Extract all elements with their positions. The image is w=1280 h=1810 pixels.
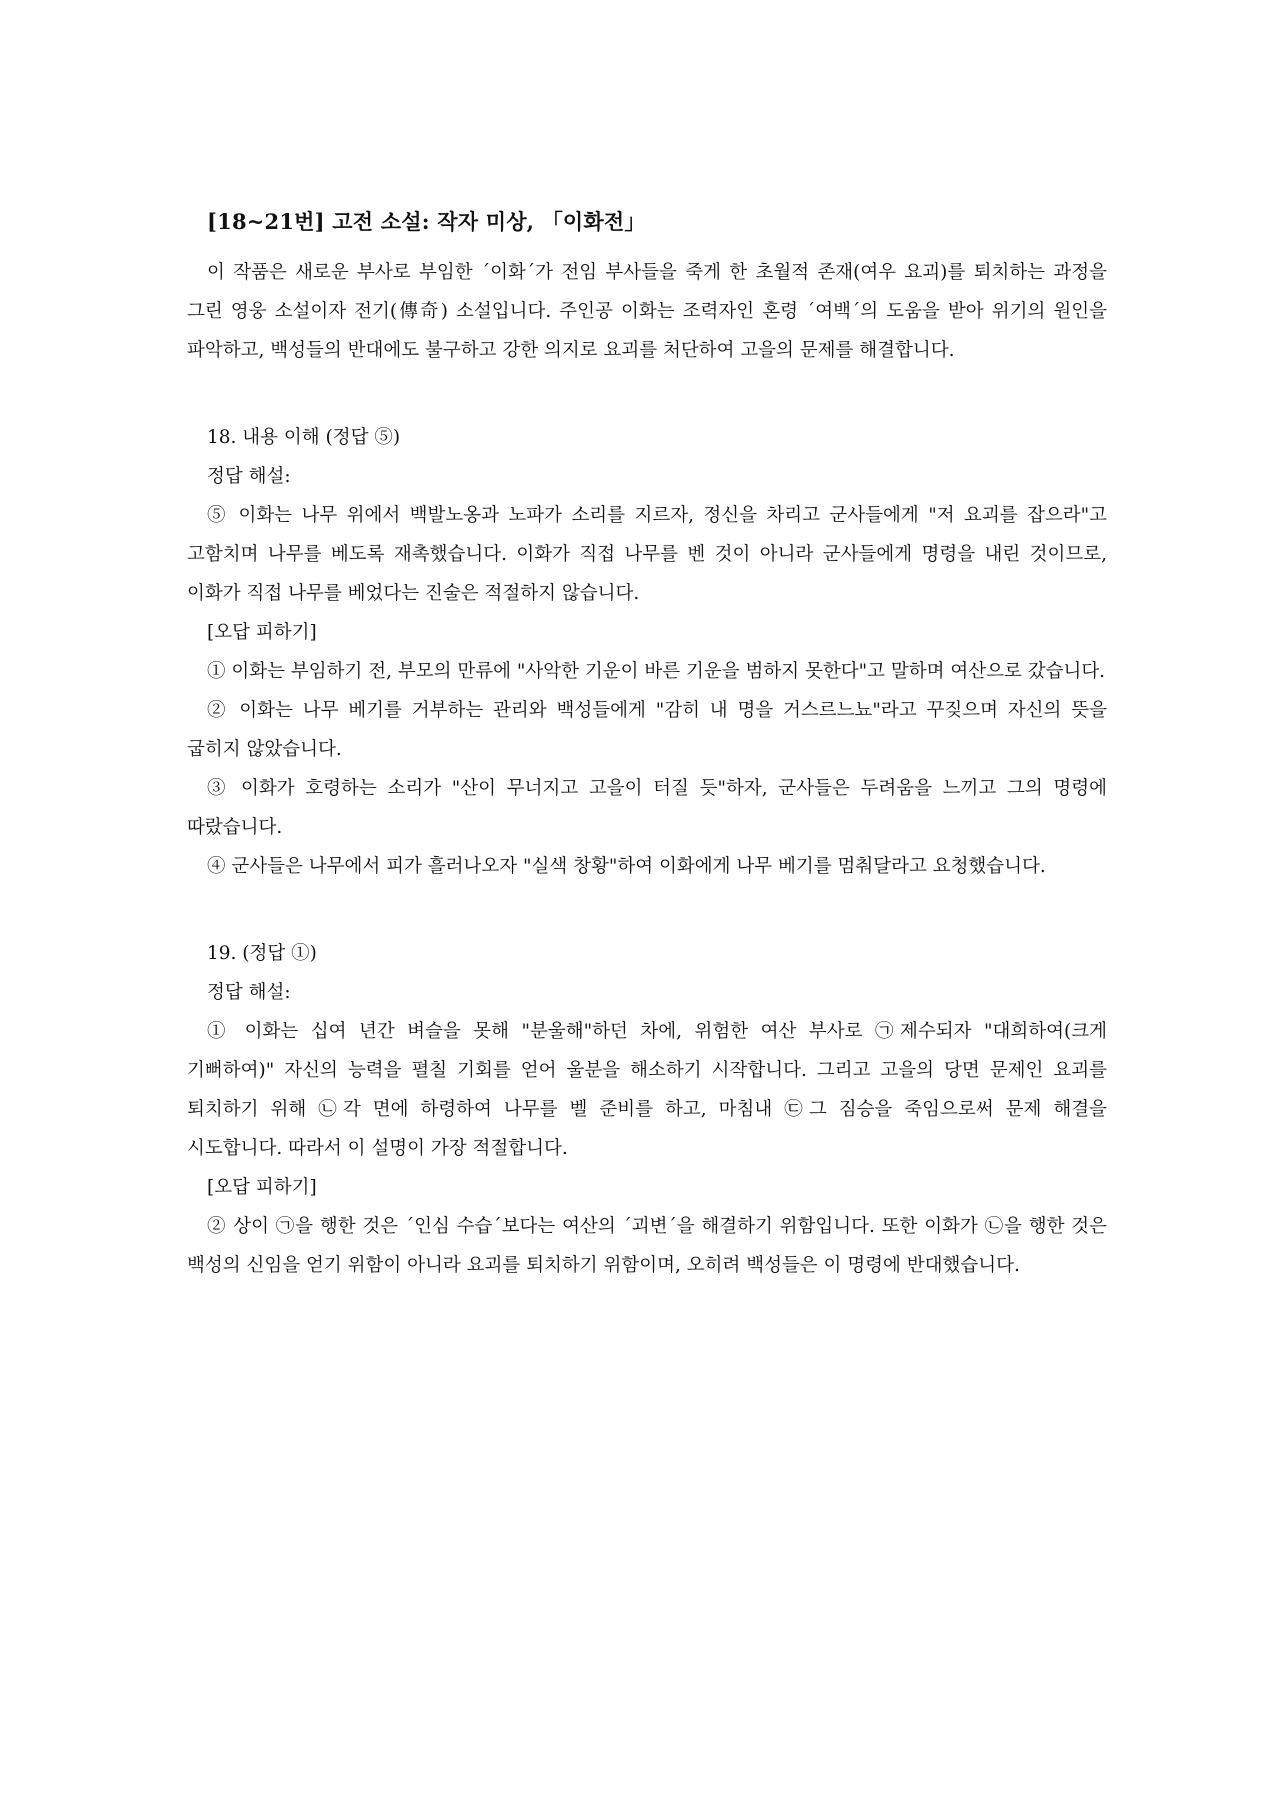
page-title: [18~21번] 고전 소설: 작자 미상, 「이화전」 [207,209,646,234]
question-19-answer-label: 정답 해설: [207,982,291,1003]
question-18-answer-label: 정답 해설: [207,466,291,487]
question-18-answer-text: ⑤ 이화는 나무 위에서 백발노옹과 노파가 소리를 지르자, 정신을 차리고 군사들에게 "저 요괴를 잡으라"고 고함치며 나무를 베도록 재촉했습니다. 이화가 직접 나무를 벤 것이 아니라 군사들에게 명령을 내린 것이므로, 이화가 직접 나무를 베었다는 진술은 적절하지 않습니다. [187,505,1107,604]
question-18-avoid-item: ④ 군사들은 나무에서 피가 흘러나오자 "실색 창황"하여 이화에게 나무 베기를 멈춰달라고 요청했습니다. [207,856,1046,877]
question-18-heading: 18. 내용 이해 (정답 ⑤) [207,427,401,448]
question-19-avoid-item: ② 상이 ㉠을 행한 것은 ´인심 수습´보다는 여산의 ´괴변´을 해결하기 위함입니다. 또한 이화가 ㉡을 행한 것은 백성의 신임을 얻기 위함이 아니라 요괴를 퇴치하기 위함이며, 오히려 백성들은 이 명령에 반대했습니다. [187,1216,1107,1276]
question-18-section [187,418,1107,886]
question-19-heading: 19. (정답 ①) [207,943,317,964]
question-19-answer-text: ① 이화는 십여 년간 벼슬을 못해 "분울해"하던 차에, 위험한 여산 부사로 ㉠제수되자 "대희하여(크게 기뻐하여)" 자신의 능력을 펼칠 기회를 얻어 울분을 해소하기 시작합니다. 그리고 고을의 당면 문제인 요괴를 퇴치하기 위해 ㉡각 면에 하령하여 나무를 벨 준비를 하고, 마침내 ㉢그 짐승을 죽임으로써 문제 해결을 시도합니다. 따라서 이 설명이 가장 적절합니다. [187,1021,1107,1159]
question-18-avoid-item: ② 이화는 나무 베기를 거부하는 관리와 백성들에게 "감히 내 명을 거스르느뇨"라고 꾸짖으며 자신의 뜻을 굽히지 않았습니다. [187,700,1107,760]
question-18-avoid-item: ③ 이화가 호령하는 소리가 "산이 무너지고 고을이 터질 듯"하자, 군사들은 두려움을 느끼고 그의 명령에 따랐습니다. [187,778,1107,838]
question-18-avoid-item: ① 이화는 부임하기 전, 부모의 만류에 "사악한 기운이 바른 기운을 범하지 못한다"고 말하며 여산으로 갔습니다. [207,661,1106,682]
question-18-avoid-label: [오답 피하기] [207,622,317,643]
document-page [187,207,1107,1285]
question-19-section [187,934,1107,1285]
question-19-avoid-label: [오답 피하기] [207,1177,317,1198]
intro-paragraph: 이 작품은 새로운 부사로 부임한 ´이화´가 전임 부사들을 죽게 한 초월적 존재(여우 요괴)를 퇴치하는 과정을 그린 영웅 소설이자 전기(傳奇) 소설입니다. 주인공 이화는 조력자인 혼령 ´여백´의 도움을 받아 위기의 원인을 파악하고, 백성들의 반대에도 불구하고 강한 의지로 요괴를 처단하여 고을의 문제를 해결합니다. [187,262,1107,361]
